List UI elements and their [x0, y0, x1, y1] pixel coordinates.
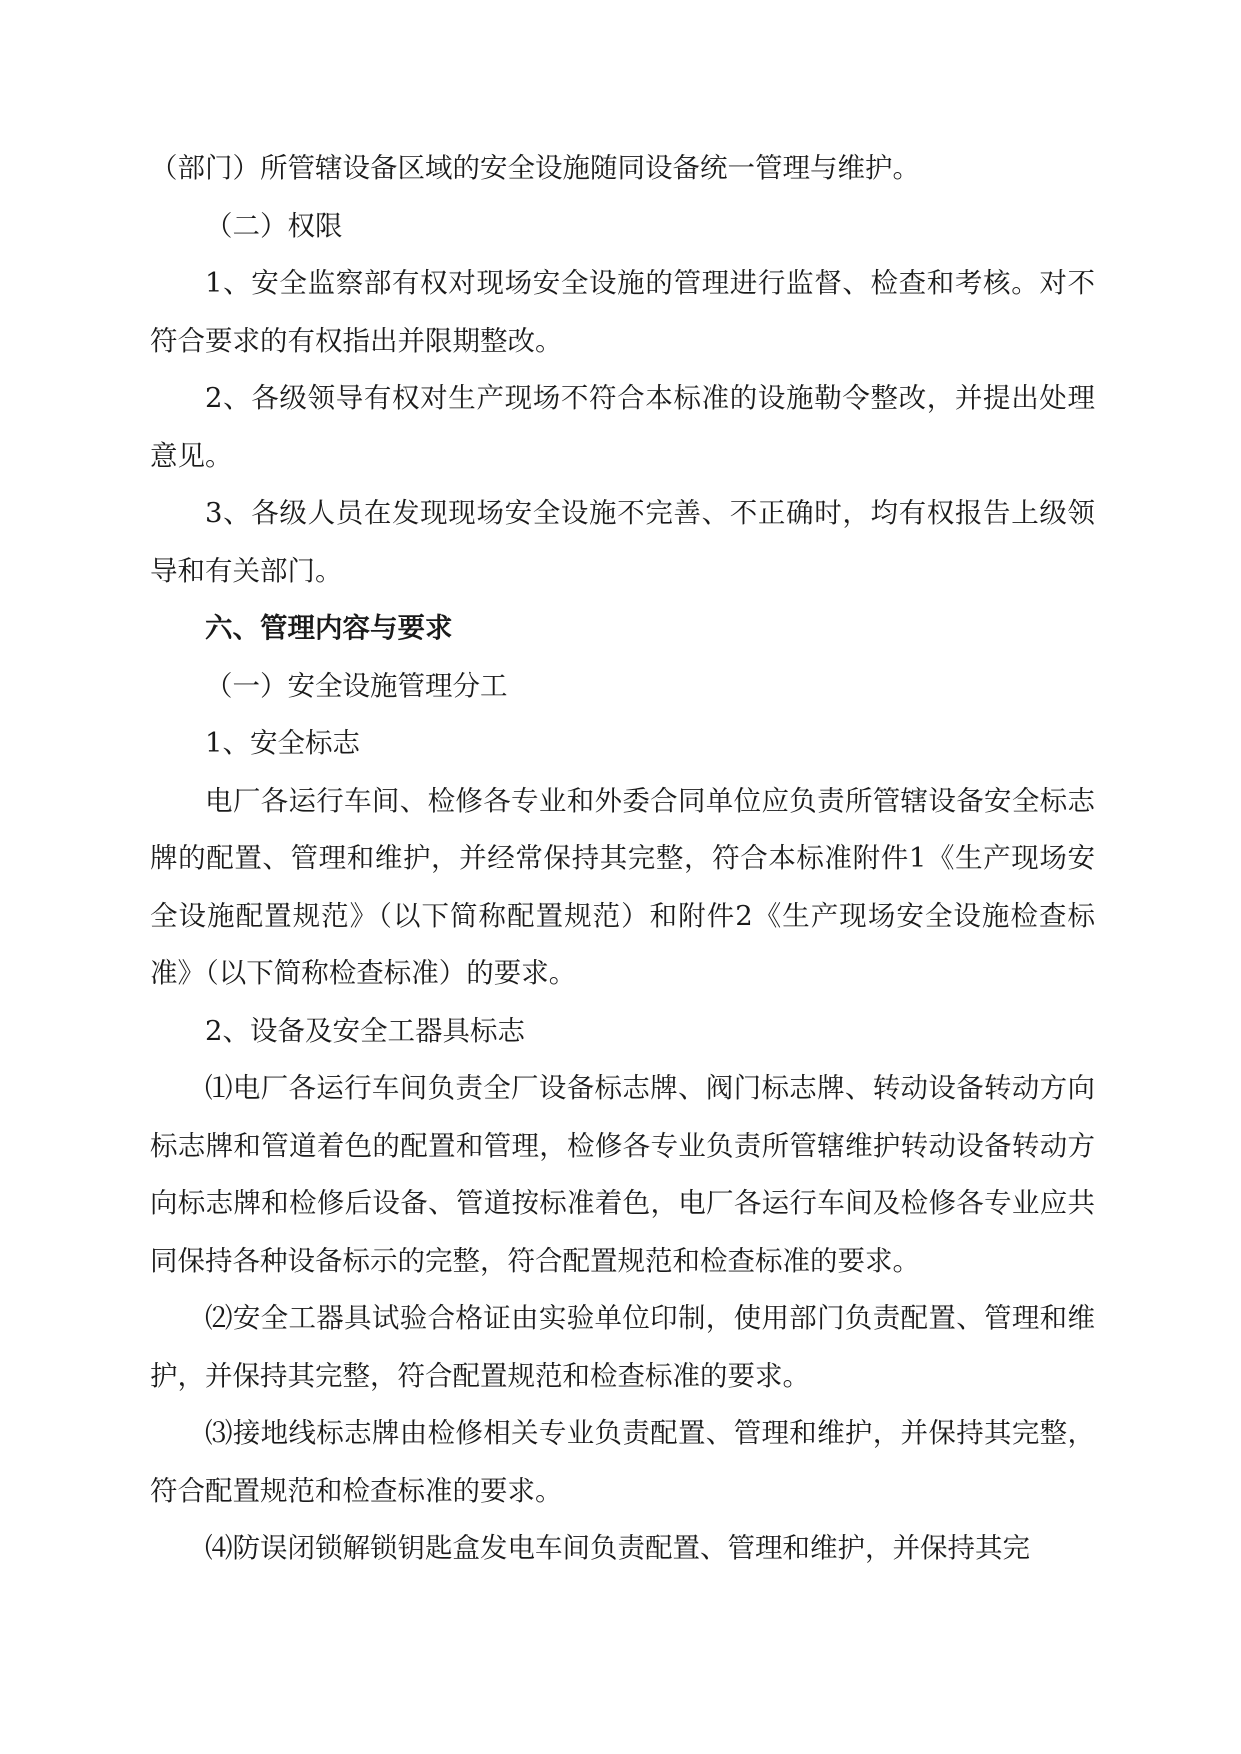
paragraph-continuation: （部门）所管辖设备区域的安全设施随同设备统一管理与维护。: [150, 152, 920, 184]
paragraph-safety-signs: 电厂各运行车间、检修各专业和外委合同单位应负责所管辖设备安全标志牌的配置、管理和维护，并经常保持其完整，符合本标准附件1《生产现场安全设施配置规范》（以下简称配置规范）和附件2《生产现场安全设施检查标准》（以下简称检查标准）的要求。: [150, 784, 1095, 989]
paragraph-authority-2: 2、各级领导有权对生产现场不符合本标准的设施勒令整改，并提出处理意见。: [150, 382, 1095, 472]
document-page: [150, 140, 1095, 1578]
paragraph-equipment-1: ⑴电厂各运行车间负责全厂设备标志牌、阀门标志牌、转动设备转动方向标志牌和管道着色的配置和管理，检修各专业负责所管辖维护转动设备转动方向标志牌和检修后设备、管道按标准着色，电厂各运行车间及检修各专业应共同保持各种设备标示的完整，符合配置规范和检查标准的要求。: [150, 1072, 1095, 1277]
paragraph-equipment-4: ⑷防误闭锁解锁钥匙盒发电车间负责配置、管理和维护，并保持其完: [205, 1532, 1030, 1564]
paragraph-authority-1: 1、安全监察部有权对现场安全设施的管理进行监督、检查和考核。对不符合要求的有权指出并限期整改。: [150, 267, 1095, 357]
paragraph-authority-3: 3、各级人员在发现现场安全设施不完善、不正确时，均有权报告上级领导和有关部门。: [150, 497, 1095, 587]
section-heading-management: 六、管理内容与要求: [205, 612, 453, 644]
section-subheading-authority: （二）权限: [205, 209, 343, 242]
section-subheading-division: （一）安全设施管理分工: [205, 669, 508, 702]
item-heading-safety-signs: 1、安全标志: [205, 727, 360, 759]
paragraph-equipment-3: ⑶接地线标志牌由检修相关专业负责配置、管理和维护，并保持其完整，符合配置规范和检查标准的要求。: [150, 1417, 1095, 1507]
item-heading-equipment-signs: 2、设备及安全工器具标志: [205, 1014, 525, 1047]
paragraph-equipment-2: ⑵安全工器具试验合格证由实验单位印制，使用部门负责配置、管理和维护，并保持其完整，符合配置规范和检查标准的要求。: [150, 1302, 1095, 1392]
